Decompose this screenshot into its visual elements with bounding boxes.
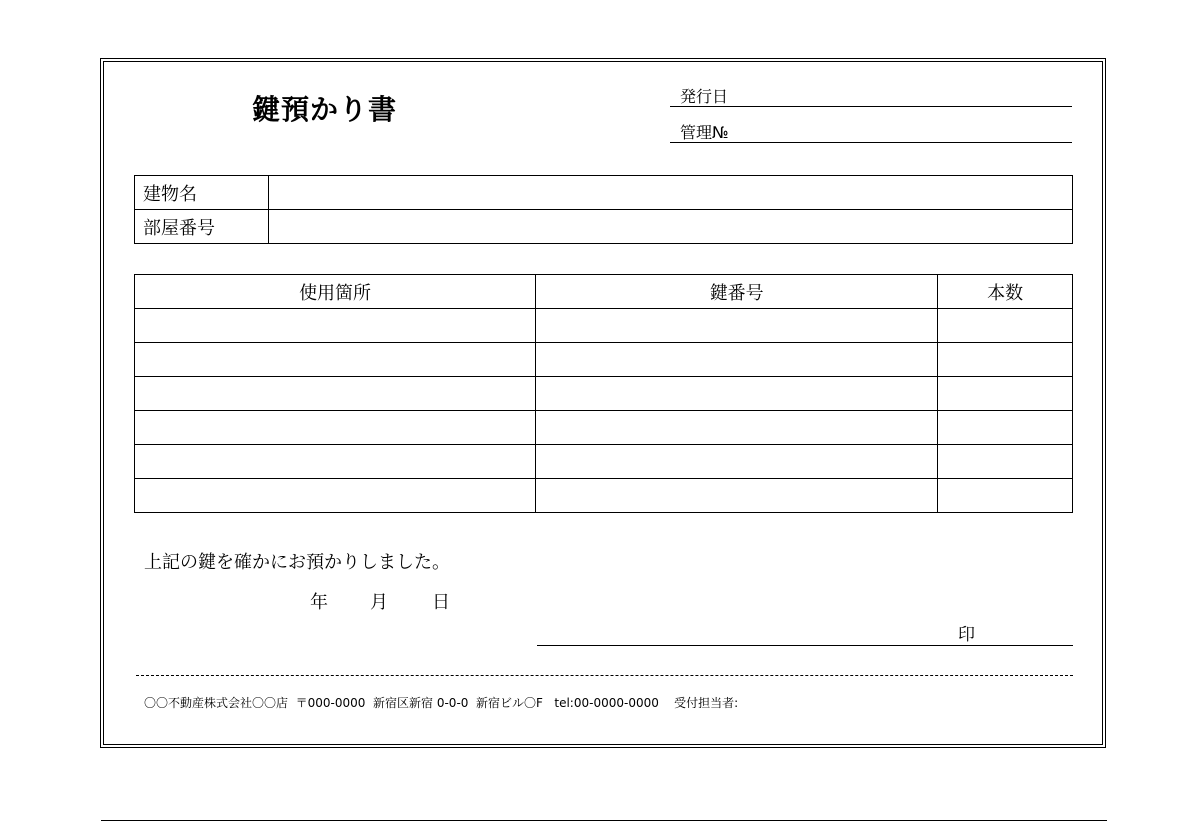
issue-date-label: 発行日 — [680, 87, 729, 106]
key-number-cell[interactable] — [536, 343, 938, 377]
quantity-cell[interactable] — [938, 479, 1073, 513]
header-usage-location: 使用箇所 — [135, 275, 536, 309]
usage-location-cell[interactable] — [135, 377, 536, 411]
key-number-cell[interactable] — [536, 445, 938, 479]
cut-line — [136, 675, 1073, 676]
quantity-cell[interactable] — [938, 377, 1073, 411]
key-number-cell[interactable] — [536, 479, 938, 513]
usage-location-cell[interactable] — [135, 411, 536, 445]
document-title: 鍵預かり書 — [252, 93, 398, 126]
usage-location-cell[interactable] — [135, 445, 536, 479]
header-quantity: 本数 — [938, 275, 1073, 309]
key-table-header — [135, 275, 1073, 309]
table-row — [135, 445, 1073, 479]
room-number-label: 部屋番号 — [135, 210, 269, 244]
room-number-row — [135, 210, 1073, 244]
table-row — [135, 377, 1073, 411]
usage-location-cell[interactable] — [135, 343, 536, 377]
receipt-statement: 上記の鍵を確かにお預かりしました。 — [144, 552, 450, 573]
quantity-cell[interactable] — [938, 343, 1073, 377]
usage-location-cell[interactable] — [135, 309, 536, 343]
control-number-line[interactable] — [670, 142, 1072, 143]
company-footer: 〇〇不動産株式会社〇〇店 〒000-0000 新宿区新宿 0-0-0 新宿ビル〇F tel:00-0000-0000 受付担当者: — [144, 696, 739, 710]
building-info-table — [134, 175, 1073, 244]
key-number-cell[interactable] — [536, 411, 938, 445]
room-number-field[interactable] — [269, 210, 1073, 244]
building-name-label: 建物名 — [135, 176, 269, 210]
month-label: 月 — [370, 592, 388, 613]
building-name-field[interactable] — [269, 176, 1073, 210]
signature-line[interactable] — [537, 645, 1073, 646]
year-label: 年 — [310, 592, 328, 613]
key-table — [134, 274, 1073, 513]
quantity-cell[interactable] — [938, 445, 1073, 479]
control-number-label: 管理№ — [680, 123, 729, 142]
key-number-cell[interactable] — [536, 309, 938, 343]
table-row — [135, 479, 1073, 513]
table-row — [135, 343, 1073, 377]
table-row — [135, 411, 1073, 445]
header-key-number: 鍵番号 — [536, 275, 938, 309]
usage-location-cell[interactable] — [135, 479, 536, 513]
day-label: 日 — [432, 592, 450, 613]
table-row — [135, 309, 1073, 343]
bottom-rule — [101, 820, 1107, 821]
quantity-cell[interactable] — [938, 309, 1073, 343]
seal-label: 印 — [958, 625, 975, 645]
key-number-cell[interactable] — [536, 377, 938, 411]
quantity-cell[interactable] — [938, 411, 1073, 445]
issue-date-line[interactable] — [670, 106, 1072, 107]
building-name-row — [135, 176, 1073, 210]
